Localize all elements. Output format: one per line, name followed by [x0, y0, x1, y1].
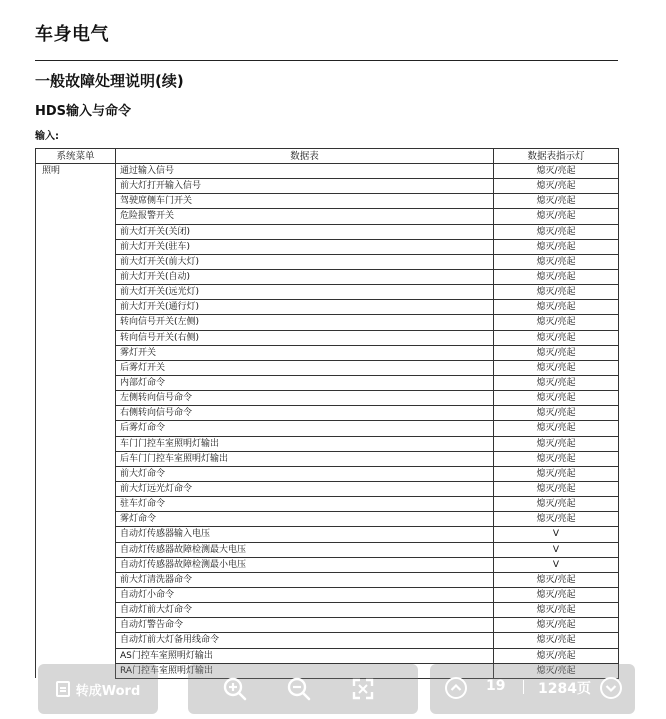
page-title: 车身电气 — [35, 24, 109, 45]
indicator-cell: 熄灭/亮起 — [494, 179, 619, 194]
indicator-cell: 熄灭/亮起 — [494, 572, 619, 587]
convert-to-word-label: 转成Word — [75, 683, 141, 699]
data-item-cell: 前大灯开关(远光灯) — [116, 285, 494, 300]
indicator-cell: 熄灭/亮起 — [494, 254, 619, 269]
data-item-cell: 右侧转向信号命令 — [116, 406, 494, 421]
total-pages: 1284页 — [538, 681, 591, 697]
data-item-cell: 后雾灯命令 — [116, 421, 494, 436]
data-item-cell: 自动灯前大灯命令 — [116, 603, 494, 618]
table-row — [36, 436, 619, 451]
indicator-cell: V — [494, 527, 619, 542]
table-row — [36, 360, 619, 375]
table-row — [36, 633, 619, 648]
indicator-cell: 熄灭/亮起 — [494, 466, 619, 481]
data-item-cell: 通过输入信号 — [116, 164, 494, 179]
table-row — [36, 345, 619, 360]
indicator-cell: 熄灭/亮起 — [494, 269, 619, 284]
table-row — [36, 466, 619, 481]
header-data-list: 数据表 — [116, 149, 494, 164]
table-row — [36, 406, 619, 421]
chevron-up-icon — [444, 676, 468, 700]
data-item-cell: 前大灯远光灯命令 — [116, 481, 494, 496]
input-label: 输入: — [35, 131, 59, 142]
data-item-cell: 后车门门控车室照明灯输出 — [116, 451, 494, 466]
indicator-cell: 熄灭/亮起 — [494, 224, 619, 239]
table-row — [36, 285, 619, 300]
table-row — [36, 315, 619, 330]
data-item-cell: 危险报警开关 — [116, 209, 494, 224]
indicator-cell: 熄灭/亮起 — [494, 421, 619, 436]
indicator-cell: 熄灭/亮起 — [494, 315, 619, 330]
table-row — [36, 542, 619, 557]
indicator-cell: 熄灭/亮起 — [494, 481, 619, 496]
table-row — [36, 618, 619, 633]
viewer-toolbar — [0, 660, 666, 719]
data-item-cell: RA门控车室照明灯输出 — [116, 663, 494, 678]
data-item-cell: 转向信号开关(左侧) — [116, 315, 494, 330]
indicator-cell: 熄灭/亮起 — [494, 512, 619, 527]
indicator-cell: 熄灭/亮起 — [494, 648, 619, 663]
section-subtitle: HDS输入与命令 — [35, 104, 132, 119]
data-item-cell: AS门控车室照明灯输出 — [116, 648, 494, 663]
data-item-cell: 前大灯开关(驻车) — [116, 239, 494, 254]
table-row — [36, 194, 619, 209]
title-rule — [35, 60, 618, 61]
next-page-button[interactable] — [597, 674, 625, 702]
table-row — [36, 512, 619, 527]
data-item-cell: 自动灯小命令 — [116, 587, 494, 602]
indicator-cell: 熄灭/亮起 — [494, 164, 619, 179]
indicator-cell: 熄灭/亮起 — [494, 194, 619, 209]
table-row — [36, 587, 619, 602]
indicator-cell: 熄灭/亮起 — [494, 209, 619, 224]
indicator-cell: 熄灭/亮起 — [494, 330, 619, 345]
indicator-cell: 熄灭/亮起 — [494, 239, 619, 254]
table-row — [36, 603, 619, 618]
indicator-cell: 熄灭/亮起 — [494, 603, 619, 618]
zoom-out-icon — [286, 676, 312, 702]
zoom-in-icon — [222, 676, 248, 702]
data-item-cell: 前大灯开关(自动) — [116, 269, 494, 284]
header-system-menu: 系统菜单 — [36, 149, 116, 164]
indicator-cell: 熄灭/亮起 — [494, 451, 619, 466]
indicator-cell: 熄灭/亮起 — [494, 618, 619, 633]
indicator-cell: 熄灭/亮起 — [494, 497, 619, 512]
data-list-table — [35, 148, 619, 679]
zoom-in-button[interactable] — [220, 674, 250, 704]
table-row — [36, 269, 619, 284]
indicator-cell: 熄灭/亮起 — [494, 375, 619, 390]
indicator-cell: 熄灭/亮起 — [494, 391, 619, 406]
data-item-cell: 自动灯前大灯备用线命令 — [116, 633, 494, 648]
table-body — [36, 164, 619, 679]
table-row — [36, 375, 619, 390]
prev-page-button[interactable] — [442, 674, 470, 702]
data-item-cell: 自动灯传感器故障检测最小电压 — [116, 557, 494, 572]
indicator-cell: 熄灭/亮起 — [494, 360, 619, 375]
data-item-cell: 转向信号开关(右侧) — [116, 330, 494, 345]
fit-screen-button[interactable] — [348, 674, 378, 704]
indicator-cell: 熄灭/亮起 — [494, 285, 619, 300]
indicator-cell: 熄灭/亮起 — [494, 345, 619, 360]
zoom-out-button[interactable] — [284, 674, 314, 704]
indicator-cell: 熄灭/亮起 — [494, 663, 619, 678]
table-row — [36, 164, 619, 179]
table-row — [36, 179, 619, 194]
data-item-cell: 驾驶席侧车门开关 — [116, 194, 494, 209]
indicator-cell: 熄灭/亮起 — [494, 300, 619, 315]
data-item-cell: 前大灯打开输入信号 — [116, 179, 494, 194]
indicator-cell: V — [494, 557, 619, 572]
table-row — [36, 239, 619, 254]
table-row — [36, 391, 619, 406]
table-row — [36, 527, 619, 542]
chevron-down-icon — [599, 676, 623, 700]
table-row — [36, 451, 619, 466]
data-item-cell: 雾灯命令 — [116, 512, 494, 527]
data-item-cell: 驻车灯命令 — [116, 497, 494, 512]
page-separator — [523, 680, 524, 694]
data-item-cell: 前大灯命令 — [116, 466, 494, 481]
indicator-cell: 熄灭/亮起 — [494, 633, 619, 648]
table-row — [36, 300, 619, 315]
fit-screen-icon — [351, 677, 375, 701]
table-row — [36, 330, 619, 345]
current-page-number[interactable]: 19 — [486, 678, 506, 694]
data-item-cell: 内部灯命令 — [116, 375, 494, 390]
table-row — [36, 557, 619, 572]
table-header-row — [36, 149, 619, 164]
data-item-cell: 自动灯传感器输入电压 — [116, 527, 494, 542]
data-item-cell: 前大灯开关(关闭) — [116, 224, 494, 239]
data-item-cell: 自动灯警告命令 — [116, 618, 494, 633]
table-row — [36, 497, 619, 512]
data-item-cell: 车门门控车室照明灯输出 — [116, 436, 494, 451]
table-row — [36, 224, 619, 239]
data-item-cell: 后雾灯开关 — [116, 360, 494, 375]
header-indicator: 数据表指示灯 — [494, 149, 619, 164]
data-item-cell: 雾灯开关 — [116, 345, 494, 360]
table-row — [36, 572, 619, 587]
system-menu-cell: 照明 — [36, 164, 116, 679]
data-item-cell: 前大灯开关(通行灯) — [116, 300, 494, 315]
word-doc-icon — [56, 681, 70, 697]
indicator-cell: 熄灭/亮起 — [494, 406, 619, 421]
table-row — [36, 254, 619, 269]
table-row — [36, 481, 619, 496]
table-row — [36, 421, 619, 436]
indicator-cell: V — [494, 542, 619, 557]
data-item-cell: 左侧转向信号命令 — [116, 391, 494, 406]
data-item-cell: 前大灯开关(前大灯) — [116, 254, 494, 269]
data-item-cell: 前大灯清洗器命令 — [116, 572, 494, 587]
indicator-cell: 熄灭/亮起 — [494, 436, 619, 451]
indicator-cell: 熄灭/亮起 — [494, 587, 619, 602]
section-title: 一般故障处理说明(续) — [35, 72, 184, 90]
table-row — [36, 209, 619, 224]
data-item-cell: 自动灯传感器故障检测最大电压 — [116, 542, 494, 557]
convert-to-word-button[interactable] — [38, 664, 158, 714]
